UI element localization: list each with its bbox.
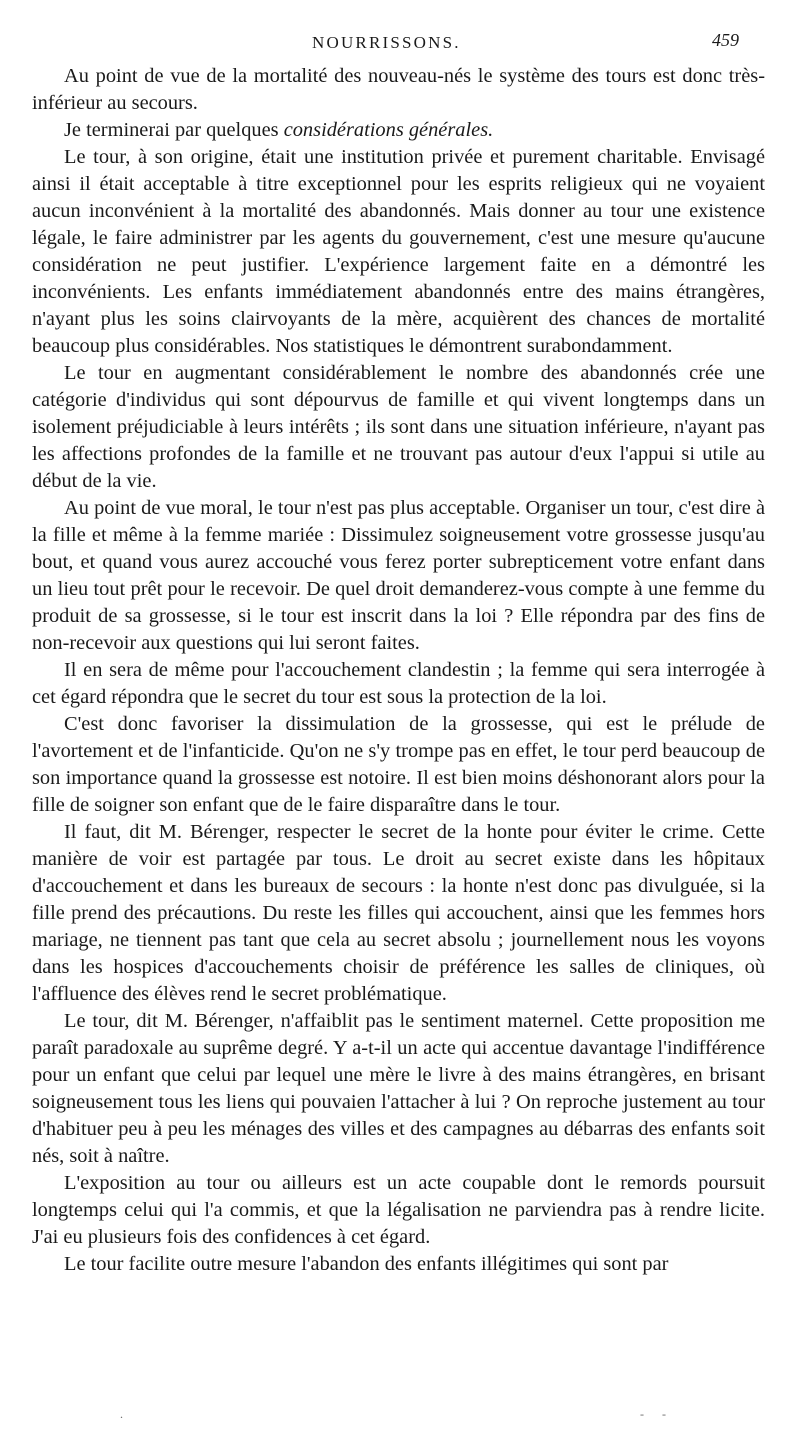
paragraph-1: Au point de vue de la mortalité des nouveau-nés le système des tours est donc très-inférieur au secours.: [32, 65, 765, 114]
paragraph-2-lead: Je terminerai par quelques: [64, 119, 284, 141]
body-text: [32, 63, 765, 1278]
bottom-print-marks: [0, 1407, 800, 1427]
paragraph-10: L'exposition au tour ou ailleurs est un acte coupable dont le remords poursuit longtemps celui qui l'a commis, et que la légalisation ne parviendra pas à rendre licite. J'ai eu plusieurs fois des confidences à cet égard.: [32, 1172, 765, 1248]
paragraph-5: Au point de vue moral, le tour n'est pas plus acceptable. Organiser un tour, c'est dire à la fille et même à la femme mariée : Dissimulez soigneusement votre grossesse jusqu'au bout, et quand vous aurez accouché vous ferez porter subrepticement votre enfant dans un lieu tout prêt pour le recevoir. De quel droit demanderez-vous compte à une femme du produit de sa grossesse, si le tour est inscrit dans la loi ? Elle répondra par des fins de non-recevoir aux questions qui lui seront faites.: [32, 497, 765, 654]
print-mark-left: .: [120, 1407, 123, 1421]
paragraph-2-emphasis: considérations générales.: [283, 119, 494, 141]
paragraph-3: Le tour, à son origine, était une institution privée et purement charitable. Envisagé ainsi il était acceptable à titre exceptionnel pour les esprits religieux qui ne voyaient aucun inconvénient à la mortalité des abandonnés. Mais donner au tour une existence légale, le faire administrer par les agents du gouvernement, c'est une mesure qu'aucune considération ne peut justifier. L'expérience largement faite en a démontré les inconvénients. Les enfants immédiatement abandonnés entre des mains étrangères, n'ayant plus les soins clairvoyants de la mère, acquièrent des chances de mortalité beaucoup plus considérables. Nos statistiques le démontrent surabondamment.: [32, 146, 765, 357]
paragraph-6: Il en sera de même pour l'accouchement clandestin ; la femme qui sera interrogée à cet égard répondra que le secret du tour est sous la protection de la loi.: [32, 659, 765, 708]
page-number: 459: [712, 30, 739, 50]
paragraph-7: C'est donc favoriser la dissimulation de la grossesse, qui est le prélude de l'avortement et de l'infanticide. Qu'on ne s'y trompe pas en effet, le tour perd beaucoup de son importance quand la grossesse est notoire. Il est bien moins déshonorant alors pour la fille de soigner son enfant que de le faire disparaître dans le tour.: [32, 713, 765, 816]
paragraph-2: [32, 117, 765, 144]
print-mark-right-b: -: [662, 1407, 666, 1421]
running-head: [0, 30, 800, 60]
print-mark-right-a: -: [640, 1407, 644, 1421]
paragraph-11: Le tour facilite outre mesure l'abandon des enfants illégitimes qui sont par: [64, 1253, 669, 1275]
running-title: NOURRISSONS.: [312, 33, 461, 52]
paragraph-8: Il faut, dit M. Bérenger, respecter le secret de la honte pour éviter le crime. Cette manière de voir est partagée par tous. Le droit au secret existe dans les hôpitaux d'accouchement et dans les bureaux de secours : la honte n'est donc pas divulguée, si la fille prend des précautions. Du reste les filles qui accouchent, ainsi que les femmes hors mariage, ne tiennent pas tant que cela au secret absolu ; journellement nous les voyons dans les hospices d'accouchements choisir de préférence les salles de cliniques, où l'affluence des élèves rend le secret problématique.: [32, 821, 765, 1005]
paragraph-9: Le tour, dit M. Bérenger, n'affaiblit pas le sentiment maternel. Cette proposition me paraît paradoxale au suprême degré. Y a-t-il un acte qui accentue davantage l'indifférence pour un enfant que celui par lequel une mère le livre à des mains étrangères, en brisant soigneusement tous les liens qui pouvaien l'attacher à lui ? On reproche justement au tour d'habituer peu à peu les ménages des villes et des campagnes au débarras des enfants soit nés, soit à naître.: [32, 1010, 765, 1167]
paragraph-4: Le tour en augmentant considérablement le nombre des abandonnés crée une catégorie d'individus qui sont dépourvus de famille et qui vivent longtemps dans un isolement préjudiciable à leurs intérêts ; ils sont dans une situation inférieure, n'ayant pas les affections profondes de la famille et ne trouvant pas autour d'eux l'appui si utile au début de la vie.: [32, 362, 765, 492]
